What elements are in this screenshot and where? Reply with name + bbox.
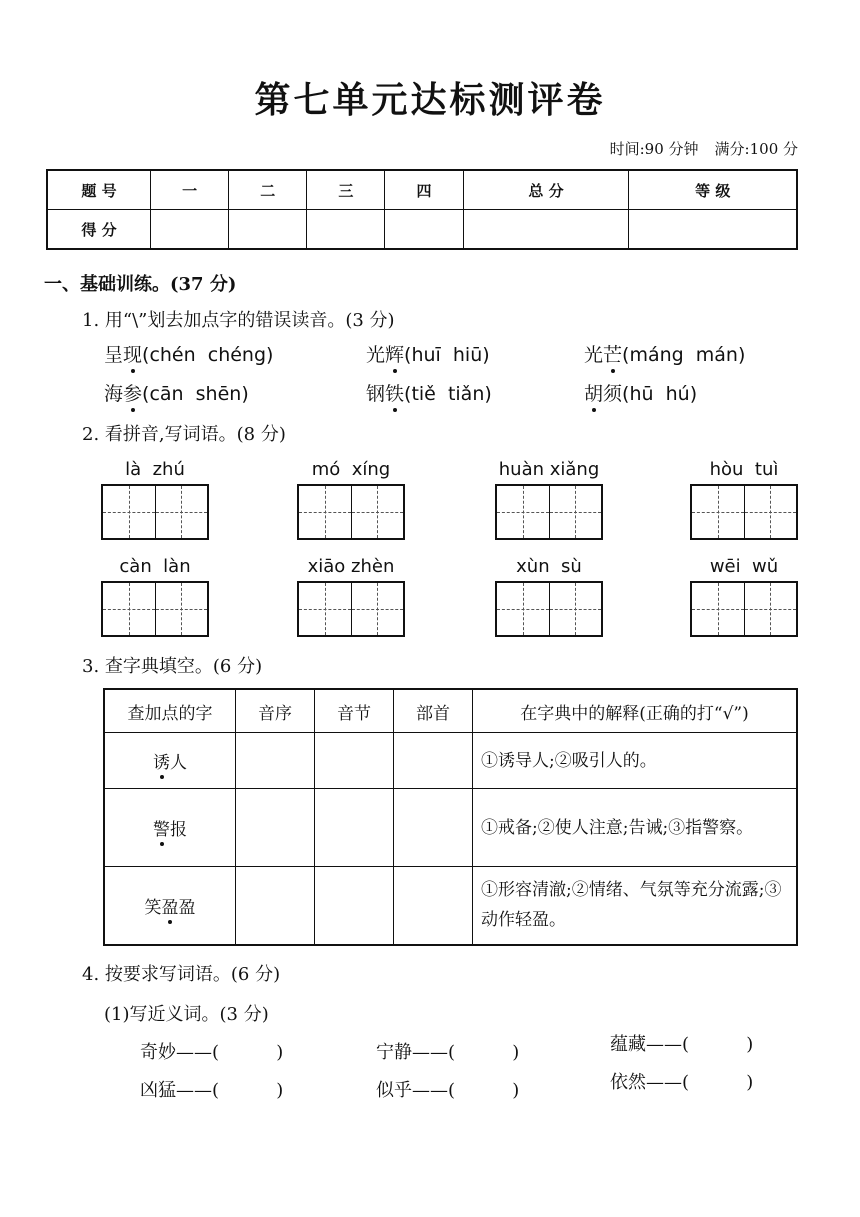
dict-answer-cell[interactable] [236,867,315,945]
exam-time: 时间:90 分钟 [609,140,699,158]
dict-row [104,867,797,945]
q1-item: 胡须(hū hú) [584,379,697,406]
dict-word: 诱人 [104,733,236,789]
pinyin-label: càn làn [119,556,191,577]
synonym-item[interactable]: 奇妙——( ) [140,1042,284,1063]
score-cell[interactable] [307,210,385,250]
writing-grid[interactable] [690,484,798,540]
dict-header-cell: 音序 [236,689,315,733]
writing-grid[interactable] [495,581,603,637]
dict-answer-cell[interactable] [236,733,315,789]
dict-row [104,789,797,867]
dict-word: 警报 [104,789,236,867]
page-title: 第七单元达标测评卷 [254,79,606,121]
q1-item: 光芒(máng mán) [584,340,745,367]
pinyin-label: mó xíng [311,459,391,480]
pinyin-word-group [490,553,608,637]
q4-sub1-title: (1)写近义词。(3 分) [104,1004,269,1025]
pinyin-label: xùn sù [516,556,582,577]
pinyin-label: wēi wǔ [709,556,779,577]
q1-item: 海参(cān shēn) [104,379,249,406]
q4-title: 4. 按要求写词语。(6 分) [82,964,281,985]
synonym-item[interactable]: 凶猛——( ) [140,1080,284,1101]
score-header-cell: 等 级 [629,170,797,210]
dict-header-cell: 音节 [315,689,394,733]
writing-grid[interactable] [297,581,405,637]
synonym-item[interactable]: 依然——( ) [610,1072,754,1093]
pinyin-word-group [292,456,410,540]
dict-answer-cell[interactable] [394,867,473,945]
pinyin-word-group [292,553,410,637]
synonym-item[interactable]: 蕴藏——( ) [610,1034,754,1055]
writing-grid[interactable] [101,484,209,540]
writing-grid[interactable] [297,484,405,540]
q2-title: 2. 看拼音,写词语。(8 分) [82,424,286,445]
dict-row [104,733,797,789]
score-cell[interactable] [385,210,463,250]
exam-full-score: 满分:100 分 [714,140,798,158]
dict-header-cell: 查加点的字 [104,689,236,733]
pinyin-label: xiāo zhèn [307,556,395,577]
pinyin-word-group [96,553,214,637]
dict-header-cell: 部首 [394,689,473,733]
q1-item: 光辉(huī hiū) [366,340,490,367]
pinyin-label: hòu tuì [709,459,779,480]
score-header-cell: 一 [151,170,229,210]
writing-grid[interactable] [101,581,209,637]
writing-grid[interactable] [690,581,798,637]
dict-word: 笑盈盈 [104,867,236,945]
synonym-item[interactable]: 宁静——( ) [376,1042,520,1063]
score-table [46,169,798,250]
pinyin-word-group [96,456,214,540]
score-cell[interactable] [151,210,229,250]
score-cell[interactable] [629,210,797,250]
dict-answer-cell[interactable] [315,867,394,945]
pinyin-label: là zhú [125,459,185,480]
dict-answer-cell[interactable] [394,733,473,789]
score-cell[interactable] [229,210,307,250]
pinyin-word-group [685,553,803,637]
dict-definition: ①诱导人;②吸引人的。 [473,733,798,789]
dictionary-table [103,688,798,946]
dict-answer-cell[interactable] [315,733,394,789]
q1-item: 钢铁(tiě tiǎn) [366,379,492,406]
dict-header-row [104,689,797,733]
dict-definition: ①形容清澈;②情绪、气氛等充分流露;③动作轻盈。 [473,867,798,945]
q3-title: 3. 查字典填空。(6 分) [82,656,263,677]
dict-answer-cell[interactable] [315,789,394,867]
section1-title: 一、基础训练。(37 分) [44,274,237,295]
dict-header-cell: 在字典中的解释(正确的打“√”) [473,689,798,733]
score-header-cell: 二 [229,170,307,210]
score-header-cell: 三 [307,170,385,210]
q1-item: 呈现(chén chéng) [104,340,273,367]
pinyin-label: huàn xiǎng [498,459,600,480]
score-row-label: 得 分 [47,210,151,250]
dict-answer-cell[interactable] [236,789,315,867]
pinyin-word-group [685,456,803,540]
score-value-row [47,210,797,250]
score-header-cell: 总 分 [463,170,629,210]
score-header-cell: 四 [385,170,463,210]
score-header-cell: 题 号 [47,170,151,210]
writing-grid[interactable] [495,484,603,540]
pinyin-word-group [490,456,608,540]
dict-answer-cell[interactable] [394,789,473,867]
exam-meta [610,138,798,159]
synonym-item[interactable]: 似乎——( ) [376,1080,520,1101]
score-header-row [47,170,797,210]
q1-title: 1. 用“\”划去加点字的错误读音。(3 分) [82,310,395,331]
dict-definition: ①戒备;②使人注意;告诫;③指警察。 [473,789,798,867]
score-cell[interactable] [463,210,629,250]
